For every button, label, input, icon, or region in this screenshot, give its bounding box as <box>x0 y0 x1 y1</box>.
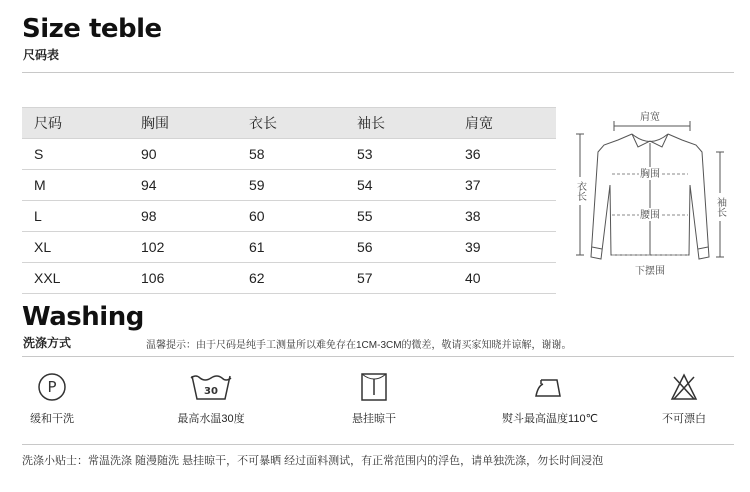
washing-tip: 洗涤小贴士：常温洗涤 随漫随洗 悬挂晾干，不可暴晒 经过面料测试，有正常范围内的浮色，请单独洗涤，勿长时间浸泡 <box>22 455 604 467</box>
table-cell: 98 <box>141 208 157 224</box>
chest-label: 胸围 <box>640 169 660 180</box>
no-bleach-icon <box>669 372 699 402</box>
table-cell: 106 <box>141 270 165 286</box>
table-cell: L <box>34 208 42 224</box>
washing-subtitle: 洗涤方式 <box>23 336 72 350</box>
care-label: 悬挂晾干 <box>352 413 396 425</box>
divider <box>22 72 734 73</box>
table-cell: 59 <box>249 177 265 193</box>
table-row <box>22 201 556 232</box>
table-cell: 36 <box>465 146 481 162</box>
care-item <box>314 362 434 426</box>
table-row <box>22 263 556 294</box>
length-label: 衣长 <box>574 181 586 201</box>
page-subtitle: 尺码表 <box>23 48 60 62</box>
table-header-row <box>22 108 556 139</box>
care-item <box>0 362 112 426</box>
size-table <box>22 107 556 294</box>
table-cell: 56 <box>357 239 373 255</box>
table-row <box>22 232 556 263</box>
shirt-measurement-diagram <box>570 107 730 279</box>
page-title: Size teble <box>22 14 162 44</box>
care-icons-row <box>22 362 734 442</box>
column-header: 肩宽 <box>465 108 556 139</box>
wash-30-icon <box>189 372 233 402</box>
table-cell: 58 <box>249 146 265 162</box>
temp-text: 30 <box>204 386 218 397</box>
care-label: 最高水温30度 <box>177 413 245 425</box>
care-label: 不可漂白 <box>662 413 706 425</box>
column-header: 袖长 <box>357 108 465 139</box>
column-header: 胸围 <box>141 108 249 139</box>
divider <box>22 356 734 357</box>
table-cell: 60 <box>249 208 265 224</box>
table-cell: 53 <box>357 146 373 162</box>
table-cell: 40 <box>465 270 481 286</box>
iron-icon <box>533 372 567 402</box>
table-row <box>22 170 556 201</box>
dry-clean-p-icon <box>37 372 67 402</box>
svg-text:P: P <box>47 378 57 396</box>
table-cell: S <box>34 146 44 162</box>
column-header: 衣长 <box>249 108 357 139</box>
table-cell: XXL <box>34 270 61 286</box>
table-cell: 94 <box>141 177 157 193</box>
care-item <box>490 362 610 426</box>
table-cell: 57 <box>357 270 373 286</box>
waist-label: 腰围 <box>640 210 660 221</box>
sleeve-label: 袖长 <box>714 197 726 217</box>
divider <box>22 444 734 445</box>
care-label: 熨斗最高温度110℃ <box>502 413 598 425</box>
care-item <box>151 362 271 426</box>
table-cell: 61 <box>249 239 265 255</box>
table-cell: 55 <box>357 208 373 224</box>
column-header: 尺码 <box>22 108 141 139</box>
table-cell: M <box>34 177 46 193</box>
table-cell: 38 <box>465 208 481 224</box>
shoulder-label: 肩宽 <box>640 112 660 123</box>
table-cell: 37 <box>465 177 481 193</box>
table-cell: 39 <box>465 239 481 255</box>
table-cell: 62 <box>249 270 265 286</box>
hang-dry-icon <box>359 372 389 402</box>
care-label: 缓和干洗 <box>30 413 74 425</box>
size-notice: 温馨提示：由于尺码是纯手工测量所以难免存在1CM-3CM的微差，敬请买家知晓并谅解，谢谢。 <box>146 340 572 351</box>
washing-title: Washing <box>22 302 144 332</box>
table-cell: 102 <box>141 239 165 255</box>
care-item <box>624 362 744 426</box>
table-cell: 54 <box>357 177 373 193</box>
hem-label: 下摆围 <box>635 266 665 277</box>
table-row <box>22 139 556 170</box>
table-cell: XL <box>34 239 52 255</box>
table-cell: 90 <box>141 146 157 162</box>
